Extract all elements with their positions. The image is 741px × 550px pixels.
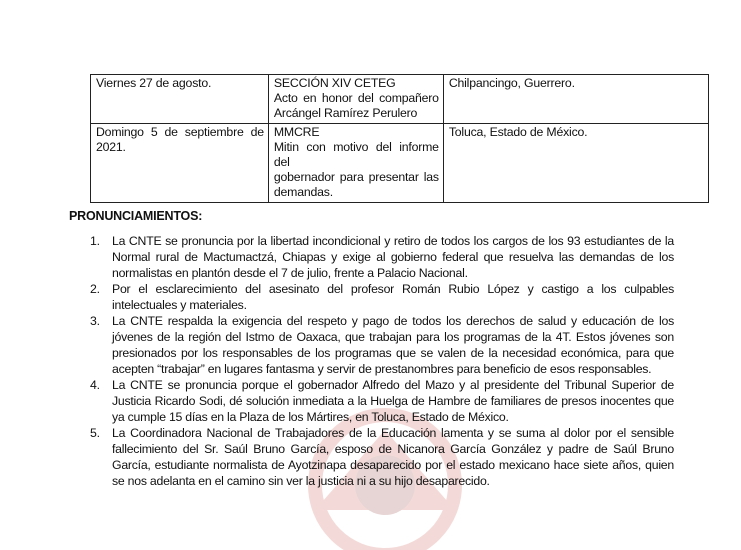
pronunciamiento-text: La Coordinadora Nacional de Trabajadores de la Educación lamenta y se suma al dolor por el sensible fallecimiento del Sr. Saúl Bruno García, esposo de Nicanora García González y padre de Saúl Bruno García, estudiante normalista de Ayotzinapa desaparecido por el estado mexicano hace siete años, quien se nos adelanta en el camino sin ver la justicia ni a su hijo desaparecido. [112, 426, 674, 488]
agenda-event-cell [268, 124, 443, 203]
pronunciamiento-item [90, 233, 674, 281]
pronunciamiento-number: 4. [90, 378, 100, 392]
pronunciamientos-list [90, 233, 674, 489]
pronunciamiento-text: La CNTE respalda la exigencia del respeto y pago de todos los derechos de salud y educación de los jóvenes de la región del Istmo de Oaxaca, que trabajan para los programas de la 4T. Estos jóvenes son presionados por los responsables de los programas que se valen de la necesidad económica, para que acepten “trabajar” en lugares fantasma y servir de prestanombres para beneficio de esos responsables. [112, 314, 674, 376]
pronunciamiento-item [90, 425, 674, 489]
pronunciamiento-text: La CNTE se pronuncia porque el gobernador Alfredo del Mazo y al presidente del Tribunal Superior de Justicia Ricardo Sodi, dé solución inmediata a la Huelga de Hambre de familiares de presos inocentes que ya cumple 15 días en la Plaza de los Mártires, en Toluca, Estado de México. [112, 378, 674, 424]
pronunciamiento-text: La CNTE se pronuncia por la libertad incondicional y retiro de todos los cargos de los 93 estudiantes de la Normal rural de Mactumactzá, Chiapas y exige al gobierno federal que resuelva las demandas de los normalistas en plantón desde el 7 de julio, frente a Palacio Nacional. [112, 234, 674, 280]
agenda-row [91, 124, 709, 203]
pronunciamiento-number: 2. [90, 282, 100, 296]
pronunciamiento-text: Por el esclarecimiento del asesinato del profesor Román Rubio López y castigo a los culpables intelectuales y materiales. [112, 282, 674, 312]
agenda-event-line: Arcángel Ramírez Perulero [273, 106, 418, 120]
agenda-event-cell [268, 75, 443, 124]
pronunciamientos-heading: PRONUNCIAMIENTOS: [69, 209, 203, 223]
agenda-event-line: gobernador para presentar las [273, 170, 439, 184]
agenda-date-line: 2021. [96, 140, 126, 154]
pronunciamiento-item [90, 281, 674, 313]
agenda-event-line: demandas. [273, 185, 333, 199]
agenda-event-line: Acto en honor del compañero [273, 91, 439, 105]
pronunciamiento-number: 3. [90, 314, 100, 328]
agenda-place-cell: Toluca, Estado de México. [443, 124, 708, 203]
agenda-place-cell: Chilpancingo, Guerrero. [443, 75, 708, 124]
pronunciamiento-number: 1. [90, 234, 100, 248]
pronunciamiento-item [90, 313, 674, 377]
agenda-table [90, 74, 709, 203]
agenda-date-cell [91, 124, 269, 203]
agenda-event-line: SECCIÓN XIV CETEG [273, 76, 396, 90]
agenda-date-cell [91, 75, 269, 124]
agenda-date-line: Viernes 27 de agosto. [96, 76, 212, 90]
pronunciamiento-number: 5. [90, 426, 100, 440]
agenda-row [91, 75, 709, 124]
pronunciamiento-item [90, 377, 674, 425]
agenda-event-line: Mitin con motivo del informe del [273, 140, 439, 169]
agenda-date-line: Domingo 5 de septiembre de [96, 125, 264, 139]
agenda-event-line: MMCRE [273, 125, 320, 139]
